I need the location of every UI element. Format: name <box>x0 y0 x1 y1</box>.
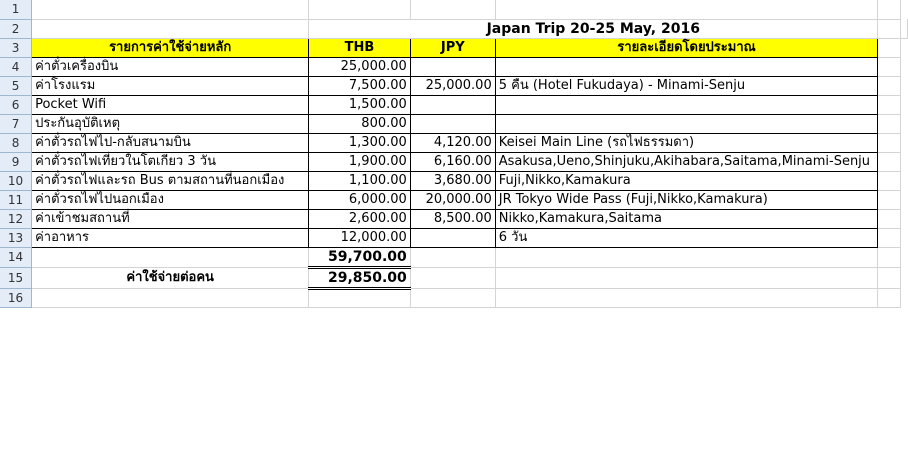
empty-cell[interactable] <box>878 267 901 288</box>
expense-detail[interactable] <box>495 114 878 133</box>
empty-cell[interactable] <box>878 38 901 57</box>
empty-cell[interactable] <box>309 288 411 307</box>
expense-thb[interactable]: 2,600.00 <box>309 209 411 228</box>
sheet-row <box>0 171 908 190</box>
expense-detail[interactable]: Keisei Main Line (รถไฟธรรมดา) <box>495 133 878 152</box>
expense-item[interactable]: Pocket Wifi <box>32 95 309 114</box>
empty-cell[interactable] <box>901 19 908 38</box>
expense-detail[interactable]: 5 คืน (Hotel Fukudaya) - Minami-Senju <box>495 76 878 95</box>
row-header[interactable]: 11 <box>0 190 32 209</box>
empty-cell[interactable] <box>878 0 901 19</box>
row-header[interactable]: 6 <box>0 95 32 114</box>
empty-cell[interactable] <box>410 0 495 19</box>
empty-cell[interactable] <box>878 228 901 247</box>
expense-item[interactable]: ค่าเข้าชมสถานที่ <box>32 209 309 228</box>
expense-thb[interactable]: 12,000.00 <box>309 228 411 247</box>
expense-detail[interactable]: Fuji,Nikko,Kamakura <box>495 171 878 190</box>
row-header[interactable]: 7 <box>0 114 32 133</box>
expense-jpy[interactable] <box>410 114 495 133</box>
row-header[interactable]: 15 <box>0 267 32 288</box>
sheet-row <box>0 152 908 171</box>
empty-cell[interactable] <box>878 19 901 38</box>
expense-item[interactable]: ค่าตั๋วรถไฟไป-กลับสนามบิน <box>32 133 309 152</box>
expense-jpy[interactable]: 25,000.00 <box>410 76 495 95</box>
empty-cell[interactable] <box>495 247 878 267</box>
sheet-row <box>0 114 908 133</box>
expense-thb[interactable]: 1,500.00 <box>309 95 411 114</box>
empty-cell[interactable] <box>878 57 901 76</box>
expense-detail[interactable]: Nikko,Kamakura,Saitama <box>495 209 878 228</box>
expense-thb[interactable]: 6,000.00 <box>309 190 411 209</box>
sheet-row <box>0 0 908 19</box>
sheet-row <box>0 209 908 228</box>
expense-detail[interactable]: JR Tokyo Wide Pass (Fuji,Nikko,Kamakura) <box>495 190 878 209</box>
expense-item[interactable]: ค่าโรงแรม <box>32 76 309 95</box>
row-header[interactable]: 12 <box>0 209 32 228</box>
expense-jpy[interactable]: 6,160.00 <box>410 152 495 171</box>
sheet-row <box>0 38 908 57</box>
empty-cell[interactable] <box>32 247 309 267</box>
row-header[interactable]: 1 <box>0 0 32 19</box>
empty-cell[interactable] <box>32 0 309 19</box>
row-header[interactable]: 2 <box>0 19 32 38</box>
row-header[interactable]: 14 <box>0 247 32 267</box>
expense-thb[interactable]: 25,000.00 <box>309 57 411 76</box>
expense-jpy[interactable] <box>410 95 495 114</box>
empty-cell[interactable] <box>878 288 901 307</box>
row-header[interactable]: 5 <box>0 76 32 95</box>
expense-jpy[interactable]: 8,500.00 <box>410 209 495 228</box>
sheet-row <box>0 288 908 307</box>
sheet-title[interactable]: Japan Trip 20-25 May, 2016 <box>309 19 878 38</box>
empty-cell[interactable] <box>878 190 901 209</box>
row-header[interactable]: 8 <box>0 133 32 152</box>
row-header[interactable]: 16 <box>0 288 32 307</box>
expense-detail[interactable]: Asakusa,Ueno,Shinjuku,Akihabara,Saitama,Minami-Senju <box>495 152 878 171</box>
expense-thb[interactable]: 7,500.00 <box>309 76 411 95</box>
header-jpy[interactable]: JPY <box>410 38 495 57</box>
empty-cell[interactable] <box>878 152 901 171</box>
empty-cell[interactable] <box>32 288 309 307</box>
empty-cell[interactable] <box>410 247 495 267</box>
row-header[interactable]: 13 <box>0 228 32 247</box>
expense-thb[interactable]: 1,100.00 <box>309 171 411 190</box>
expense-item[interactable]: ค่าตั๋วเครื่องบิน <box>32 57 309 76</box>
expense-item[interactable]: ค่าตั๋วรถไฟเที่ยวในโตเกียว 3 วัน <box>32 152 309 171</box>
expense-thb[interactable]: 1,300.00 <box>309 133 411 152</box>
expense-thb[interactable]: 800.00 <box>309 114 411 133</box>
expense-jpy[interactable] <box>410 228 495 247</box>
expense-detail[interactable] <box>495 95 878 114</box>
empty-cell[interactable] <box>495 267 878 288</box>
row-header[interactable]: 3 <box>0 38 32 57</box>
sheet-row <box>0 95 908 114</box>
sheet-row <box>0 133 908 152</box>
sheet-row <box>0 19 908 38</box>
header-detail[interactable]: รายละเอียดโดยประมาณ <box>495 38 878 57</box>
expense-detail[interactable]: 6 วัน <box>495 228 878 247</box>
expense-item[interactable]: ค่าอาหาร <box>32 228 309 247</box>
empty-cell[interactable] <box>878 171 901 190</box>
row-header[interactable]: 10 <box>0 171 32 190</box>
expense-jpy[interactable]: 3,680.00 <box>410 171 495 190</box>
sheet-row <box>0 228 908 247</box>
total-thb[interactable]: 59,700.00 <box>309 247 411 267</box>
empty-cell[interactable] <box>878 114 901 133</box>
expense-item[interactable]: ประกันอุบัติเหตุ <box>32 114 309 133</box>
expense-jpy[interactable]: 4,120.00 <box>410 133 495 152</box>
per-person-thb[interactable]: 29,850.00 <box>309 267 411 288</box>
expense-detail[interactable] <box>495 57 878 76</box>
row-header[interactable]: 9 <box>0 152 32 171</box>
empty-cell[interactable] <box>878 95 901 114</box>
expense-jpy[interactable] <box>410 57 495 76</box>
empty-cell[interactable] <box>495 0 878 19</box>
empty-cell[interactable] <box>878 209 901 228</box>
sheet-row <box>0 190 908 209</box>
empty-cell[interactable] <box>878 133 901 152</box>
header-item[interactable]: รายการค่าใช้จ่ายหลัก <box>32 38 309 57</box>
empty-cell[interactable] <box>309 0 411 19</box>
empty-cell[interactable] <box>878 76 901 95</box>
empty-cell[interactable] <box>410 267 495 288</box>
empty-cell[interactable] <box>32 19 309 38</box>
per-person-label[interactable]: ค่าใช้จ่ายต่อคน <box>32 267 309 288</box>
expense-item[interactable]: ค่าตั๋วรถไฟและรถ Bus ตามสถานที่นอกเมือง <box>32 171 309 190</box>
sheet-row <box>0 247 908 267</box>
expense-thb[interactable]: 1,900.00 <box>309 152 411 171</box>
empty-cell[interactable] <box>495 288 878 307</box>
expense-item[interactable]: ค่าตั๋วรถไฟไปนอกเมือง <box>32 190 309 209</box>
sheet-row <box>0 57 908 76</box>
sheet-row <box>0 267 908 288</box>
empty-cell[interactable] <box>878 247 901 267</box>
header-thb[interactable]: THB <box>309 38 411 57</box>
row-header[interactable]: 4 <box>0 57 32 76</box>
empty-cell[interactable] <box>410 288 495 307</box>
expense-jpy[interactable]: 20,000.00 <box>410 190 495 209</box>
sheet-row <box>0 76 908 95</box>
